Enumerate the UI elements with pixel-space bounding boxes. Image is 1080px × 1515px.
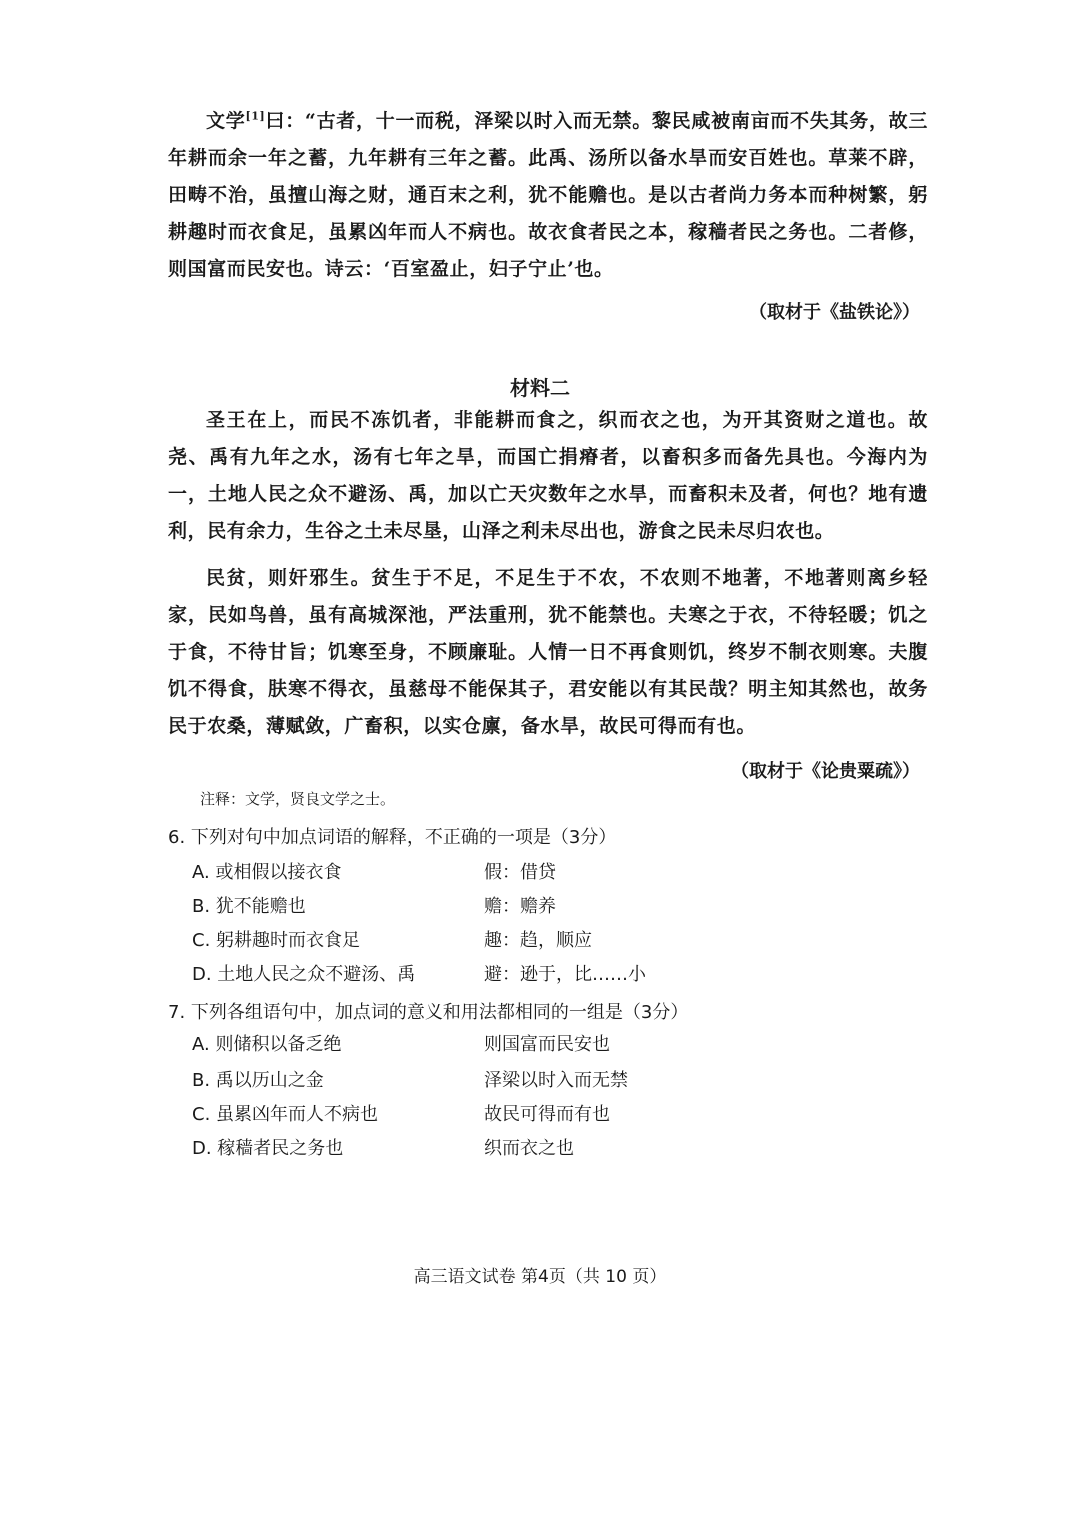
- q6-option-b-gloss: 赡：赡养: [484, 896, 556, 917]
- q7-option-a-pair: 则国富而民安也: [484, 1034, 610, 1055]
- material-2-paragraph-1: 圣王在上，而民不冻饥者，非能耕而食之，织而衣之也，为开其资财之道也。故尧、禹有九年之水，汤有七年之旱，而国亡捐瘠者，以畜积多而备先具也。今海内为一，土地人民之众不避汤、禹，加以亡天灾数年之水旱，而畜积未及者，何也？地有遗利，民有余力，生谷之土未尽垦，山泽之利未尽出也，游食之民未尽归农也。: [168, 409, 928, 542]
- q6-option-d: D. 土地人民之众不避汤、禹: [192, 964, 416, 985]
- passage-1-text: 曰：“古者，十一而税，泽梁以时入而无禁。黎民咸被南亩而不失其务，故三年耕而余一年之蓄，九年耕有三年之蓄。此禹、汤所以备水旱而安百姓也。草莱不辟，田畴不治，虽擅山海之财，通百末之利，犹不能赡也。是以古者尚力务本而种树繁，躬耕趣时而衣食足，虽累凶年而人不病也。故衣食者民之本，稼穑者民之务也。二者修，则国富而民安也。诗云：‘百室盈止，妇子宁止’也。: [168, 110, 928, 280]
- q6-option-b: B. 犹不能赡也: [192, 896, 306, 917]
- q7-option-b: B. 禹以历山之金: [192, 1070, 324, 1091]
- material-2-paragraph-2: 民贫，则奸邪生。贫生于不足，不足生于不农，不农则不地著，不地著则离乡轻家，民如鸟兽，虽有高城深池，严法重刑，犹不能禁也。夫寒之于衣，不待轻暖；饥之于食，不待甘旨；饥寒至身，不顾廉耻。人情一日不再食则饥，终岁不制衣则寒。夫腹饥不得食，肤寒不得衣，虽慈母不能保其子，君安能以有其民哉？明主知其然也，故务民于农桑，薄赋敛，广畜积，以实仓廪，备水旱，故民可得而有也。: [168, 567, 928, 737]
- q7-option-c: C. 虽累凶年而人不病也: [192, 1104, 379, 1125]
- source-citation-1: （取材于《盐铁论》）: [749, 302, 920, 323]
- question-6-stem: 6. 下列对句中加点词语的解释，不正确的一项是（3分）: [168, 827, 617, 848]
- q6-option-a: A. 或相假以接衣食: [192, 862, 342, 883]
- question-7-stem: 7. 下列各组语句中，加点词的意义和用法都相同的一组是（3分）: [168, 1002, 689, 1023]
- passage-1-speaker: 文学: [206, 110, 246, 132]
- passage-1: [168, 103, 928, 288]
- q7-option-d: D. 稼穑者民之务也: [192, 1138, 344, 1159]
- source-citation-2: （取材于《论贵粟疏》）: [731, 761, 920, 782]
- q6-option-a-gloss: 假：借贷: [484, 862, 556, 883]
- q6-option-c-gloss: 趣：趋，顺应: [484, 930, 592, 951]
- q7-option-d-pair: 织而衣之也: [484, 1138, 574, 1159]
- q7-option-b-pair: 泽梁以时入而无禁: [484, 1070, 628, 1091]
- section-heading: 材料二: [510, 376, 570, 400]
- q6-option-c: C. 躬耕趣时而衣食足: [192, 930, 361, 951]
- footnote-marker: [1]: [245, 109, 266, 123]
- q6-option-d-gloss: 避：逊于，比……小: [484, 964, 646, 985]
- q7-option-a: A. 则储积以备乏绝: [192, 1034, 342, 1055]
- q7-option-c-pair: 故民可得而有也: [484, 1104, 610, 1125]
- annotation-note: 注释：文学，贤良文学之士。: [200, 790, 396, 808]
- page-footer: 高三语文试卷 第4页（共 10 页）: [413, 1267, 667, 1287]
